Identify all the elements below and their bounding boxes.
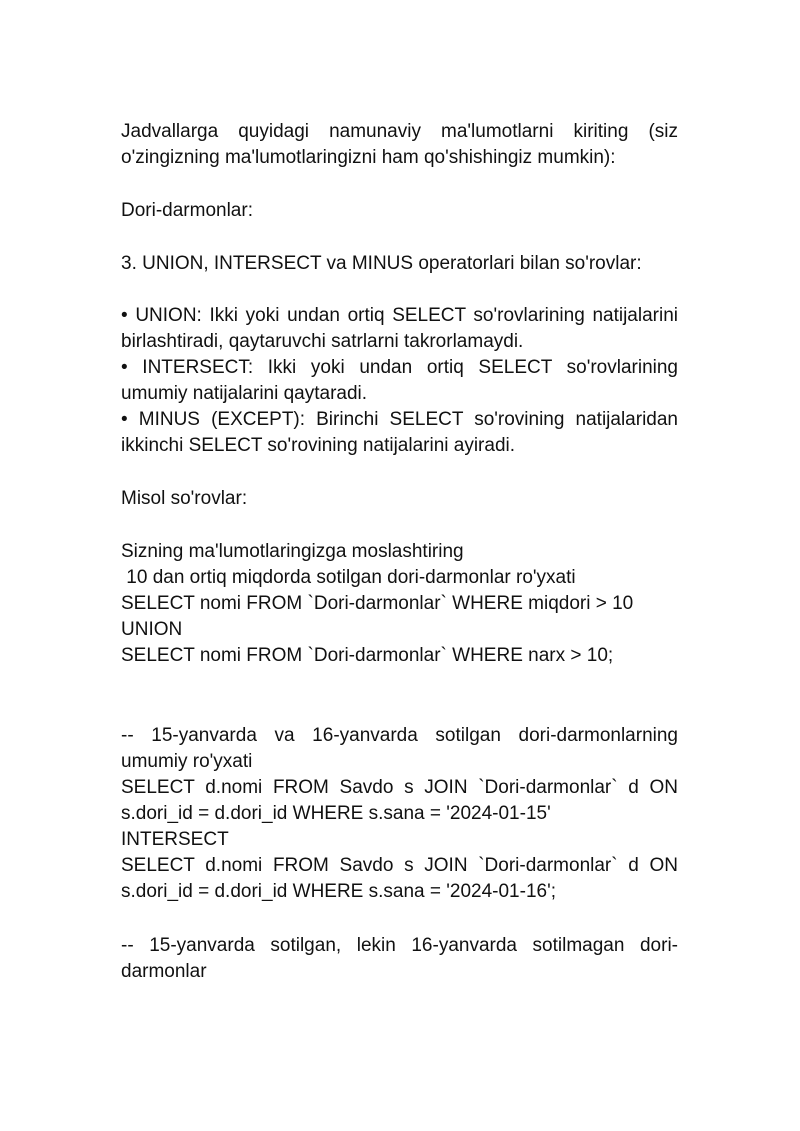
bullet-minus: • MINUS (EXCEPT): Birinchi SELECT so'rovining natijalaridan ikkinchi SELECT so'rovining natijalarini ayiradi. <box>121 409 678 456</box>
example-intersect-query-2: SELECT d.nomi FROM Savdo s JOIN `Dori-darmonlar` d ON s.dori_id = d.dori_id WHERE s.sana = '2024-01-16'; <box>121 855 678 902</box>
example-union-query-2: SELECT nomi FROM `Dori-darmonlar` WHERE narx > 10; <box>121 645 614 666</box>
example-union-description: 10 dan ortiq miqdorda sotilgan dori-darmonlar ro'yxati <box>121 567 576 588</box>
example-union-operator: UNION <box>121 619 183 640</box>
bullet-intersect: • INTERSECT: Ikki yoki undan ortiq SELECT so'rovlarining umumiy natijalarini qaytaradi. <box>121 357 678 404</box>
example-minus-comment: -- 15-yanvarda sotilgan, lekin 16-yanvarda sotilmagan dori-darmonlar <box>121 935 678 982</box>
example-union-query-1: SELECT nomi FROM `Dori-darmonlar` WHERE miqdori > 10 <box>121 593 634 614</box>
example-union-comment: Sizning ma'lumotlaringizga moslashtiring <box>121 541 464 562</box>
section-title: 3. UNION, INTERSECT va MINUS operatorlari bilan so'rovlar: <box>121 253 642 274</box>
example-intersect-query-1: SELECT d.nomi FROM Savdo s JOIN `Dori-darmonlar` d ON s.dori_id = d.dori_id WHERE s.sana = '2024-01-15' <box>121 777 678 824</box>
intro-paragraph: Jadvallarga quyidagi namunaviy ma'lumotlarni kiriting (siz o'zingizning ma'lumotlaringizni ham qo'shishingiz mumkin): <box>121 121 678 168</box>
example-union-block <box>121 539 678 669</box>
example-intersect-operator: INTERSECT <box>121 829 229 850</box>
bullet-union: • UNION: Ikki yoki undan ortiq SELECT so'rovlarining natijalarini birlashtiradi, qaytaruvchi satrlarni takrorlamaydi. <box>121 305 678 352</box>
example-intersect-block <box>121 723 678 905</box>
dori-darmonlar-heading: Dori-darmonlar: <box>121 200 253 221</box>
examples-heading: Misol so'rovlar: <box>121 488 248 509</box>
example-intersect-comment: -- 15-yanvarda va 16-yanvarda sotilgan dori-darmonlarning umumiy ro'yxati <box>121 725 678 772</box>
